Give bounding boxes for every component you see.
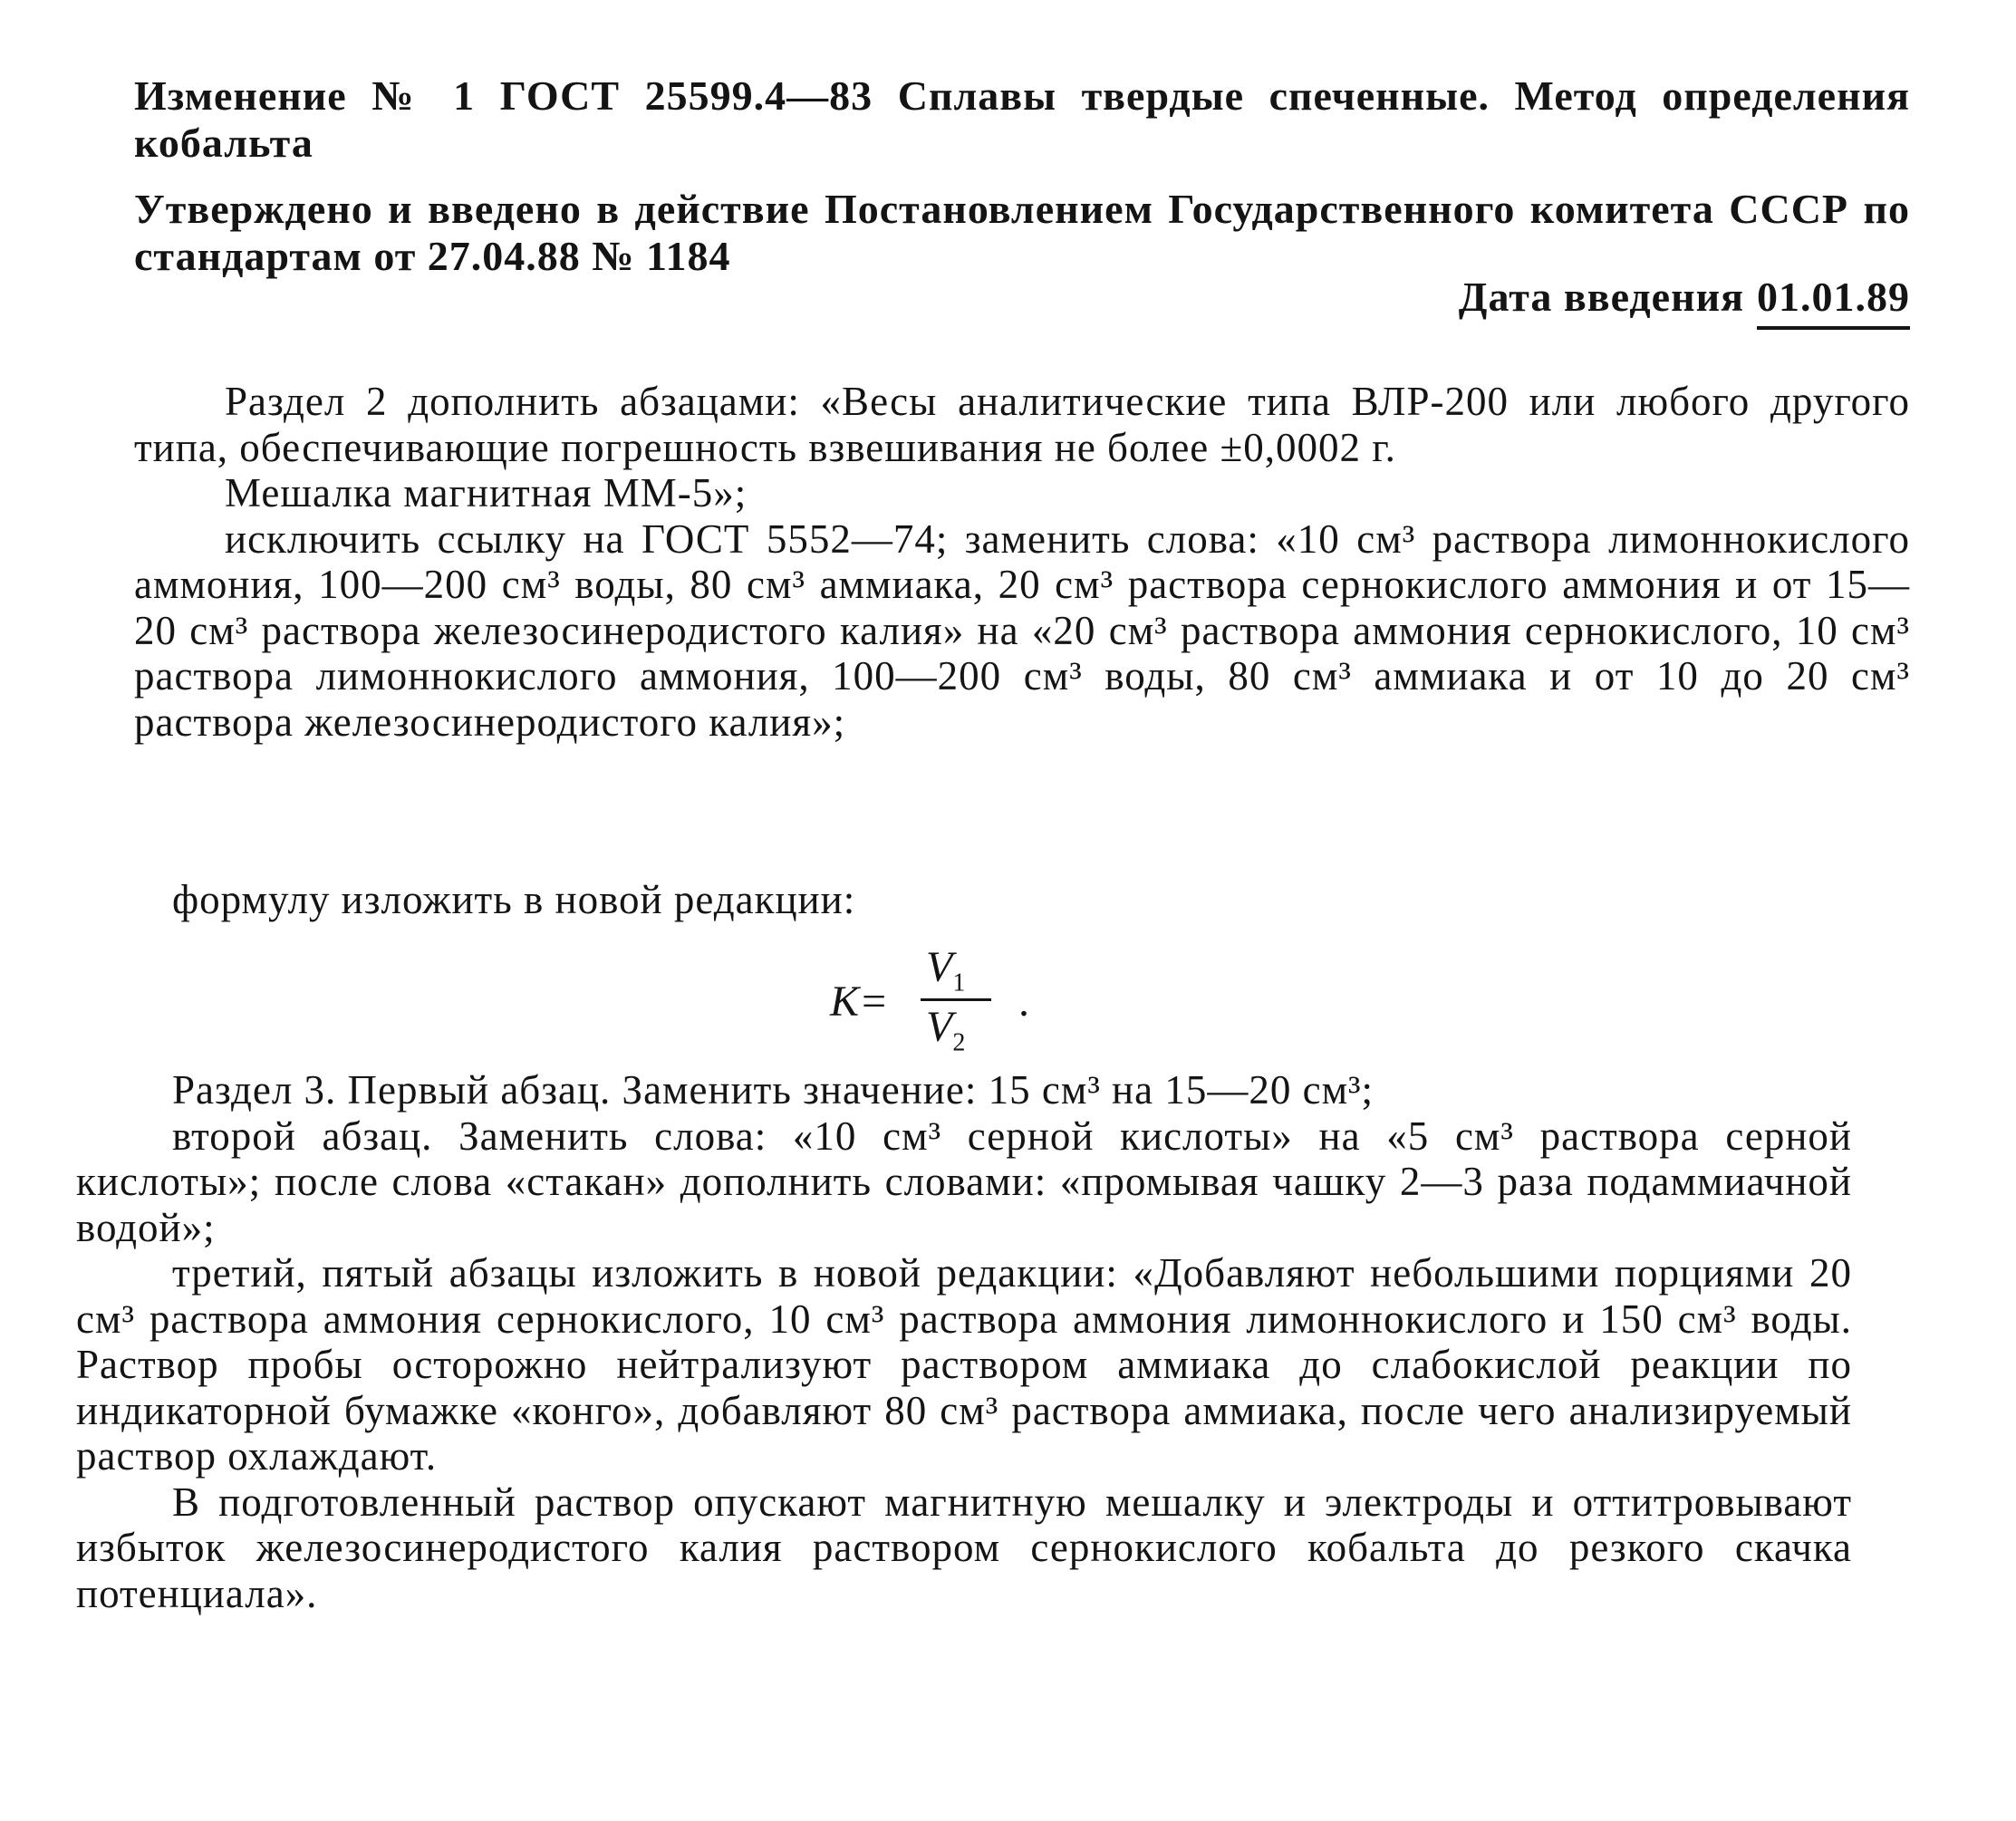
- document-title: Изменение № 1 ГОСТ 25599.4—83 Сплавы твердые спеченные. Метод определения кобальта: [134, 72, 1910, 166]
- formula-lhs: K=: [830, 978, 889, 1026]
- formula-denominator: [926, 1002, 965, 1058]
- section-2-block: [134, 379, 1910, 745]
- formula-end: .: [1018, 978, 1029, 1026]
- section-2-paragraph: Мешалка магнитная ММ-5»;: [225, 470, 748, 515]
- section-3-paragraph: В подготовленный раствор опускают магнитную мешалку и электроды и оттитровывают избыток железосинеродистого калия раствором сернокислого кобальта до резкого скачка потенциала».: [76, 1479, 1852, 1616]
- effective-date-value: 01.01.89: [1757, 274, 1910, 330]
- numerator-variable: V: [926, 943, 953, 991]
- effective-date: [1459, 274, 1910, 330]
- effective-date-label: Дата введения: [1458, 274, 1744, 320]
- section-3-paragraph: третий, пятый абзацы изложить в новой редакции: «Добавляют небольшими порциями 20 см³ раствора аммония сернокислого, 10 см³ раствора аммония лимоннокислого и 150 см³ воды. Раствор пробы осторожно нейтрализуют раствором аммиака до слабокислой реакции по индикаторной бумажке «конго», добавляют 80 см³ раствора аммиака, после чего анализируемый раствор охлаждают.: [76, 1250, 1852, 1479]
- numerator-subscript: 1: [952, 968, 966, 997]
- approval-statement: Утверждено и введено в действие Постановлением Государственного комитета СССР по стандартам от 27.04.88 № 1184: [134, 186, 1910, 279]
- fraction-bar: [921, 998, 991, 1001]
- section-3-block: [76, 1067, 1852, 1616]
- section-2-paragraph: исключить ссылку на ГОСТ 5552—74; заменить слова: «10 см³ раствора лимоннокислого аммония, 100—200 см³ воды, 80 см³ аммиака, 20 см³ раствора сернокислого аммония и от 15—20 см³ раствора железосинеродистого калия» на «20 см³ раствора аммония сернокислого, 10 см³ раствора лимоннокислого аммония, 100—200 см³ воды, 80 см³ аммиака и от 10 до 20 см³ раствора железосинеродистого калия»;: [134, 515, 1910, 745]
- denominator-variable: V: [926, 1003, 953, 1051]
- formula-intro: формулу изложить в новой редакции:: [172, 877, 856, 922]
- formula-fraction: [921, 942, 991, 1057]
- denominator-subscript: 2: [952, 1028, 966, 1057]
- section-3-paragraph: Раздел 3. Первый абзац. Заменить значение: 15 см³ на 15—20 см³;: [172, 1067, 1375, 1113]
- section-2-paragraph: Раздел 2 дополнить абзацами: «Весы аналитические типа ВЛР-200 или любого другого типа, обеспечивающие погрешность взвешивания не более ±0,0002 г.: [134, 379, 1910, 470]
- section-3-paragraph: второй абзац. Заменить слова: «10 см³ серной кислоты» на «5 см³ раствора серной кислоты»; после слова «стакан» дополнить словами: «промывая чашку 2—3 раза подаммиачной водой»;: [76, 1113, 1852, 1250]
- formula-numerator: [926, 942, 965, 998]
